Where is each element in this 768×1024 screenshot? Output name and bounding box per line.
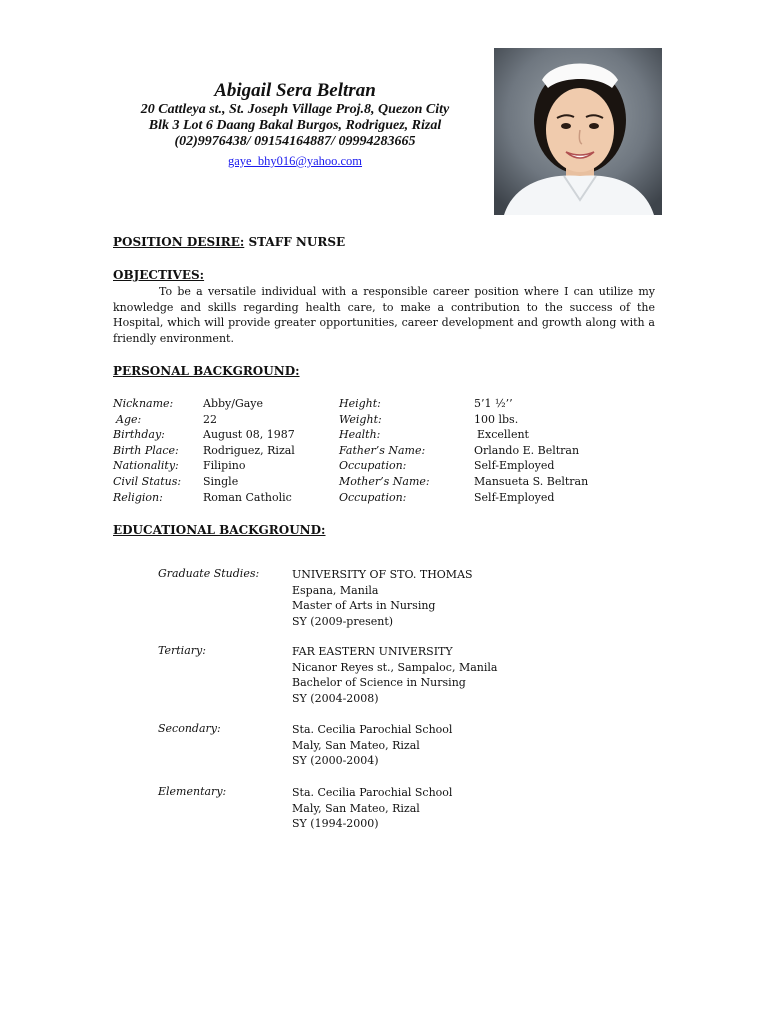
edu-entry-graduate — [292, 567, 473, 629]
edu-school-year: SY (2000-2004) — [292, 754, 379, 768]
email-link[interactable]: gaye_bhy016@yahoo.com — [227, 154, 363, 168]
edu-entry-elementary — [292, 785, 452, 832]
edu-level-graduate: Graduate Studies: — [158, 567, 260, 580]
value-birth-place: Rodriguez, Rizal — [203, 443, 295, 457]
value-height: 5’1 ½’’ — [474, 397, 513, 410]
edu-school: UNIVERSITY OF STO. THOMAS — [292, 568, 473, 581]
label-age: Age: — [116, 412, 142, 426]
edu-entry-secondary — [292, 722, 452, 769]
edu-level-elementary: Elementary: — [158, 785, 227, 798]
edu-location: Maly, San Mateo, Rizal — [292, 801, 420, 815]
label-mother-occupation: Occupation: — [339, 490, 407, 504]
phone-numbers: (02)9976438/ 09154164887/ 09994283665 — [174, 134, 416, 149]
edu-school-year: SY (1994-2000) — [292, 817, 379, 831]
value-nationality: Filipino — [203, 459, 246, 473]
personal-background-heading: PERSONAL BACKGROUND: — [113, 364, 300, 378]
resume-header — [110, 80, 480, 169]
edu-school: Sta. Cecilia Parochial School — [292, 723, 453, 736]
edu-degree: Bachelor of Science in Nursing — [292, 676, 466, 690]
value-health: Excellent — [477, 428, 529, 442]
edu-level-secondary: Secondary: — [158, 722, 221, 735]
edu-school-year: SY (2004-2008) — [292, 691, 379, 705]
personal-left-values — [203, 396, 295, 505]
label-mothers-name: Mother’s Name: — [339, 474, 430, 488]
portrait-photo-icon — [494, 48, 662, 215]
value-weight: 100 lbs. — [474, 412, 519, 426]
edu-entry-tertiary — [292, 644, 497, 706]
position-value: STAFF NURSE — [248, 235, 346, 249]
value-nickname: Abby/Gaye — [203, 397, 264, 410]
edu-school-year: SY (2009-present) — [292, 614, 394, 628]
value-mother-occupation: Self-Employed — [474, 490, 555, 504]
personal-right-labels — [339, 396, 430, 505]
educational-background-heading: EDUCATIONAL BACKGROUND: — [113, 523, 326, 537]
edu-school: Sta. Cecilia Parochial School — [292, 786, 453, 799]
label-weight: Weight: — [339, 412, 382, 426]
label-religion: Religion: — [113, 490, 163, 504]
personal-left-labels — [113, 396, 181, 505]
value-civil-status: Single — [203, 474, 239, 488]
value-religion: Roman Catholic — [203, 490, 292, 504]
label-birthday: Birthday: — [113, 428, 165, 442]
position-desired — [113, 235, 345, 249]
address-line-1: 20 Cattleya st., St. Joseph Village Proj.8, Quezon City — [140, 102, 450, 117]
label-nickname: Nickname: — [113, 397, 174, 410]
position-label: POSITION DESIRE: — [113, 235, 245, 249]
value-father-occupation: Self-Employed — [474, 459, 555, 473]
value-mothers-name: Mansueta S. Beltran — [474, 474, 589, 488]
address-line-2: Blk 3 Lot 6 Daang Bakal Burgos, Rodriguez, Rizal — [148, 118, 442, 133]
edu-location: Maly, San Mateo, Rizal — [292, 738, 420, 752]
label-fathers-name: Father’s Name: — [339, 443, 426, 457]
portrait-photo — [494, 48, 662, 215]
value-age: 22 — [203, 412, 217, 426]
label-nationality: Nationality: — [113, 459, 179, 473]
edu-level-tertiary: Tertiary: — [158, 644, 206, 657]
personal-right-values — [474, 396, 588, 505]
applicant-name: Abigail Sera Beltran — [214, 80, 376, 101]
label-father-occupation: Occupation: — [339, 459, 407, 473]
label-health: Health: — [339, 428, 381, 442]
edu-location: Espana, Manila — [292, 583, 379, 597]
label-height: Height: — [339, 397, 381, 410]
label-birth-place: Birth Place: — [113, 443, 179, 457]
edu-degree: Master of Arts in Nursing — [292, 599, 436, 613]
value-fathers-name: Orlando E. Beltran — [474, 443, 580, 457]
objectives-text: To be a versatile individual with a responsible career position where I can utilize my knowledge and skills regarding health care, to make a contribution to the success of the Hospital, which will provide greater opportunities, career development and growth along with a friendly environment. — [113, 285, 655, 345]
objectives-heading: OBJECTIVES: — [113, 268, 205, 282]
edu-location: Nicanor Reyes st., Sampaloc, Manila — [292, 660, 498, 674]
edu-school: FAR EASTERN UNIVERSITY — [292, 645, 453, 658]
label-civil-status: Civil Status: — [113, 474, 182, 488]
value-birthday: August 08, 1987 — [203, 428, 295, 442]
